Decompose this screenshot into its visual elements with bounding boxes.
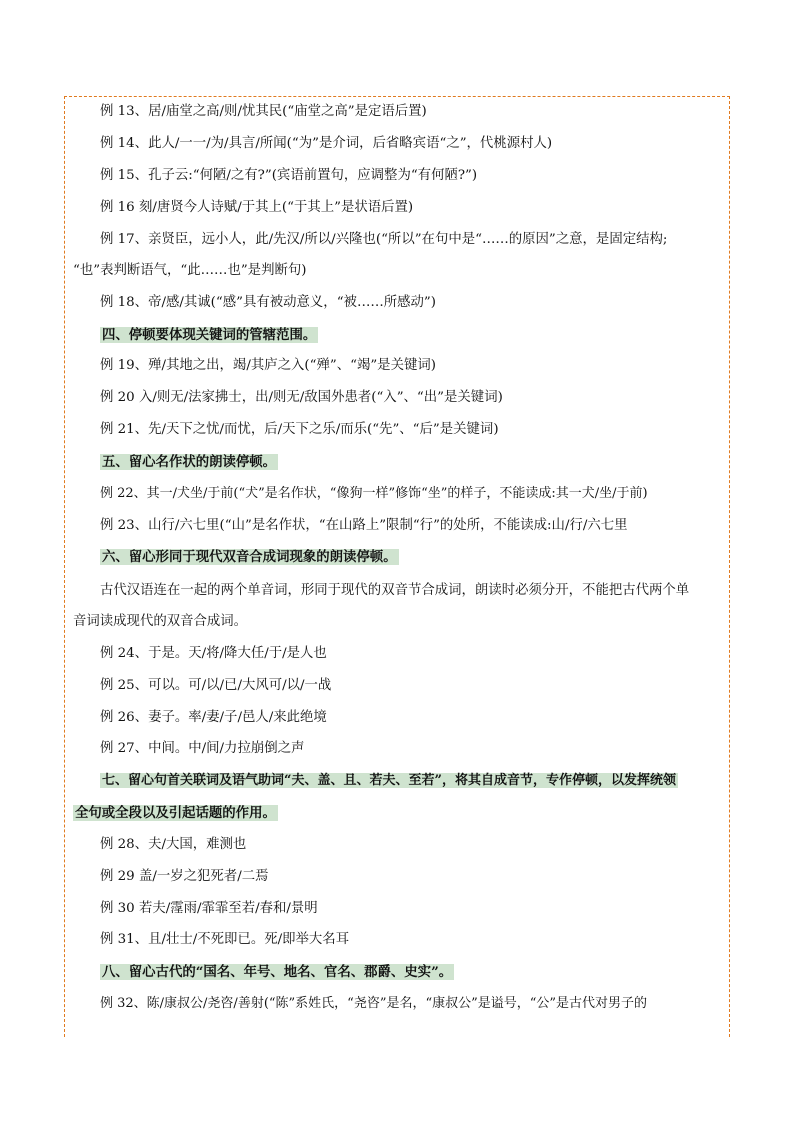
example-30: 例 30 若夫/霪雨/霏霏至若/春和/景明 [100, 901, 318, 916]
example-24: 例 24、于是。天/将/降大任/于/是人也 [100, 646, 327, 661]
example-28: 例 28、夫/大国，难测也 [100, 837, 247, 852]
example-21: 例 21、先/天下之忧/而忧，后/天下之乐/而乐(“先”、“后”是关键词) [100, 422, 499, 437]
example-25: 例 25、可以。可/以/已/大风可/以/一战 [100, 678, 332, 693]
example-22: 例 22、其一/犬坐/于前(“犬”是名作状，“像狗一样”修饰“坐”的样子，不能读成:其一犬/坐/于前) [100, 486, 648, 501]
section-heading-5 [100, 453, 278, 472]
section-heading-5-text: 五、留心名作状的朗读停顿。 [102, 454, 277, 470]
paragraph-6-continued: 音词读成现代的双音合成词。 [73, 614, 248, 629]
section-heading-4-text: 四、停顿要体现关键词的管辖范围。 [102, 327, 317, 343]
example-14: 例 14、此人/一一/为/具言/所闻(“为”是介词，后省略宾语“之”，代桃源村人) [100, 136, 553, 151]
example-27: 例 27、中间。中/间/力拉崩倒之声 [100, 741, 305, 756]
section-heading-7 [100, 772, 678, 790]
example-17: 例 17、亲贤臣，远小人，此/先汉/所以/兴隆也(“所以”在句中是“……的原因”之意，是固定结构; [100, 232, 668, 247]
section-heading-7-text: 七、留心句首关联词及语气助词“夫、盖、且、若夫、至若”，将其自成音节，专作停顿，以发挥统领 [102, 773, 676, 788]
example-16: 例 16 刻/唐贤今人诗赋/于其上(“于其上”是状语后置) [100, 200, 414, 215]
section-heading-4 [100, 326, 318, 345]
section-heading-6 [100, 548, 399, 567]
example-17-continued: “也”表判断语气，“此……也”是判断句) [73, 263, 307, 278]
example-32: 例 32、陈/康叔公/尧咨/善射(“陈”系姓氏，“尧咨”是名，“康叔公”是谥号，“公”是古代对男子的 [100, 996, 648, 1011]
example-31: 例 31、且/壮士/不死即已。死/即举大名耳 [100, 932, 350, 947]
example-23: 例 23、山行/六七里(“山”是名作状，“在山路上”限制“行”的处所，不能读成:山/行/六七里 [100, 518, 628, 533]
section-heading-7-continued [73, 804, 278, 823]
paragraph-6: 古代汉语连在一起的两个单音词，形同于现代的双音节合成词，朗读时必须分开，不能把古代两个单 [100, 583, 690, 598]
example-26: 例 26、妻子。率/妻/子/邑人/来此绝境 [100, 710, 327, 725]
section-heading-7-continued-text: 全句或全段以及引起话题的作用。 [75, 805, 276, 821]
example-19: 例 19、殚/其地之出，竭/其庐之入(“殚”、“竭”是关键词) [100, 358, 436, 373]
section-heading-8-text: 八、留心古代的“国名、年号、地名、官名、郡爵、史实”。 [102, 964, 453, 980]
example-20: 例 20 入/则无/法家拂士，出/则无/敌国外患者(“入”、“出”是关键词) [100, 390, 503, 405]
example-13: 例 13、居/庙堂之高/则/忧其民(“庙堂之高”是定语后置) [100, 104, 427, 119]
example-18: 例 18、帝/感/其诚(“感”具有被动意义，“被……所感动”) [100, 295, 436, 310]
section-heading-8 [100, 963, 454, 982]
section-heading-6-text: 六、留心形同于现代双音合成词现象的朗读停顿。 [102, 549, 397, 565]
example-15: 例 15、孔子云:“何陋/之有?”(宾语前置句，应调整为“有何陋?”) [100, 168, 478, 183]
example-29: 例 29 盖/一岁之犯死者/二焉 [100, 869, 269, 884]
